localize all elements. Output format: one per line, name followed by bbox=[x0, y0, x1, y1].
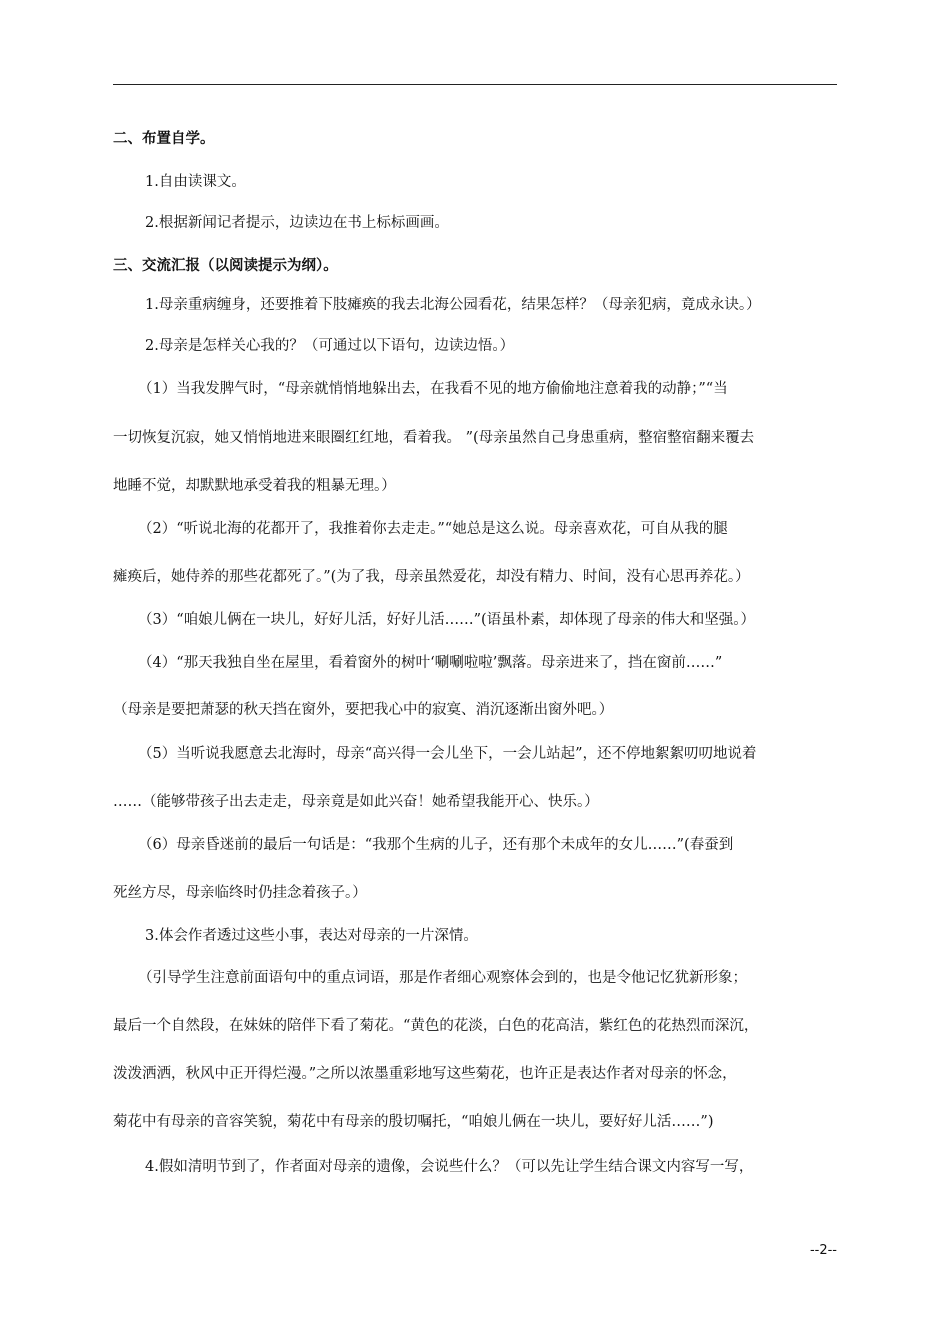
page-number: --2-- bbox=[809, 1243, 837, 1258]
section-heading-2: 二、布置自学。 bbox=[113, 130, 215, 147]
paragraph-line: 地睡不觉，却默默地承受着我的粗暴无理。） bbox=[113, 478, 396, 494]
paragraph-line: 菊花中有母亲的音容笑貌，菊花中有母亲的殷切嘱托，“咱娘儿俩在一块儿，要好好儿活……”) bbox=[113, 1114, 714, 1130]
paragraph-line: ……（能够带孩子出去走走，母亲竟是如此兴奋！她希望我能开心、快乐。） bbox=[113, 794, 599, 810]
paragraph-line: （6）母亲昏迷前的最后一句话是：“我那个生病的儿子，还有那个未成年的女儿……”(春蚕到 bbox=[138, 837, 734, 853]
header-rule bbox=[113, 84, 837, 85]
question-3: 3.体会作者透过这些小事，表达对母亲的一片深情。 bbox=[145, 928, 478, 944]
paragraph-line: （母亲是要把萧瑟的秋天挡在窗外，要把我心中的寂寞、消沉逐渐出窗外吧。） bbox=[113, 702, 614, 718]
paragraph-line: （引导学生注意前面语句中的重点词语，那是作者细心观察体会到的，也是令他记忆犹新形象； bbox=[138, 970, 747, 986]
list-item: 2.根据新闻记者提示，边读边在书上标标画画。 bbox=[145, 215, 449, 231]
paragraph-line: 泼泼洒洒，秋风中正开得烂漫。”之所以浓墨重彩地写这些菊花，也许正是表达作者对母亲的怀念， bbox=[113, 1066, 737, 1082]
paragraph-line: （2）“听说北海的花都开了，我推着你去走走。”“她总是这么说。母亲喜欢花，可自从我的腿 bbox=[138, 521, 728, 537]
paragraph-line: 瘫痪后，她侍养的那些花都死了。”(为了我，母亲虽然爱花，却没有精力、时间，没有心思再养花。） bbox=[113, 569, 750, 585]
question-4: 4.假如清明节到了，作者面对母亲的遗像，会说些什么？（可以先让学生结合课文内容写一写， bbox=[145, 1159, 754, 1175]
question-2: 2.母亲是怎样关心我的？（可通过以下语句，边读边悟。） bbox=[145, 338, 515, 354]
paragraph-line: （1）当我发脾气时，“母亲就悄悄地躲出去，在我看不见的地方偷偷地注意着我的动静；”“当 bbox=[138, 381, 728, 397]
section-heading-3: 三、交流汇报（以阅读提示为纲）。 bbox=[113, 257, 338, 274]
list-item: 1.自由读课文。 bbox=[145, 174, 246, 190]
paragraph-line: 一切恢复沉寂，她又悄悄地进来眼圈红红地，看着我。 ”(母亲虽然自己身患重病，整宿整宿翻来覆去 bbox=[113, 430, 755, 446]
paragraph-line: （4）“那天我独自坐在屋里，看着窗外的树叶‘唰唰啦啦’飘落。母亲进来了，挡在窗前……” bbox=[138, 655, 723, 671]
paragraph-line: （3）“咱娘儿俩在一块儿，好好儿活，好好儿活……”(语虽朴素，却体现了母亲的伟大和坚强。） bbox=[138, 612, 755, 628]
paragraph-line: 最后一个自然段，在妹妹的陪伴下看了菊花。“黄色的花淡，白色的花高洁，紫红色的花热烈而深沉， bbox=[113, 1018, 759, 1034]
paragraph-line: （5）当听说我愿意去北海时，母亲“高兴得一会儿坐下，一会儿站起”，还不停地絮絮叨叨地说着 bbox=[138, 746, 757, 762]
question-1: 1.母亲重病缠身，还要推着下肢瘫痪的我去北海公园看花，结果怎样？（母亲犯病，竟成永诀。） bbox=[145, 297, 761, 313]
paragraph-line: 死丝方尽，母亲临终时仍挂念着孩子。） bbox=[113, 885, 367, 901]
